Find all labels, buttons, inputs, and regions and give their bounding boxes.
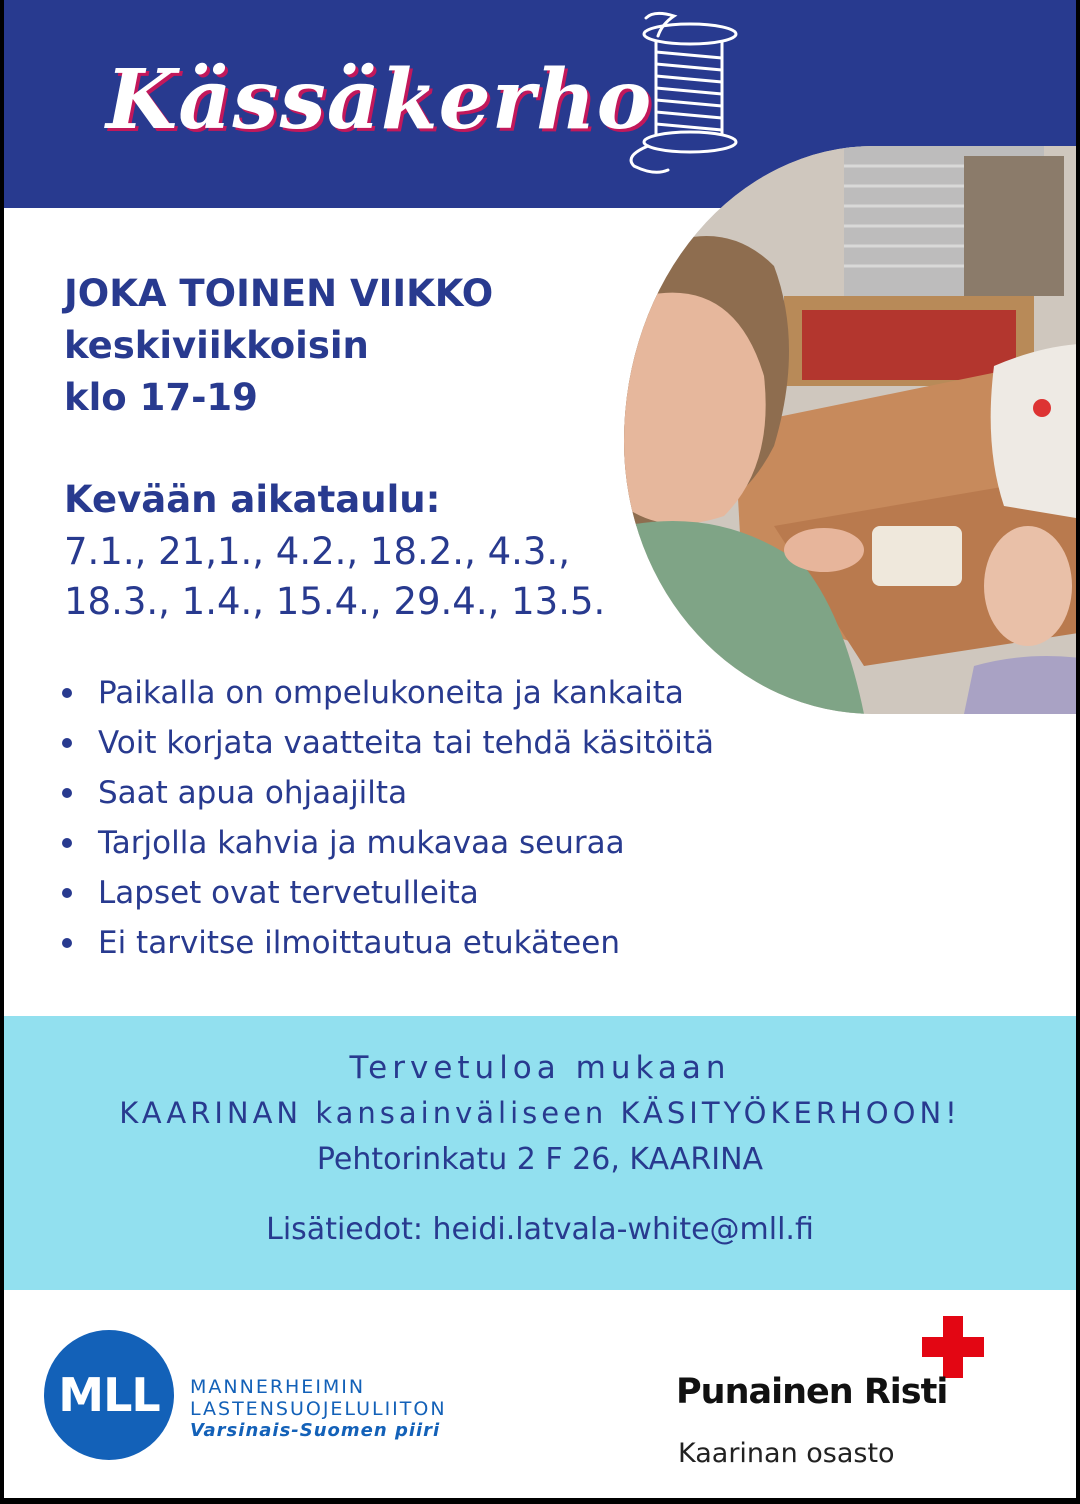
bullet-icon: [62, 738, 72, 748]
weekday-text: keskiviikkoisin: [64, 324, 369, 367]
mll-name-line-1: MANNERHEIMIN: [190, 1376, 366, 1398]
bullet-icon: [62, 788, 72, 798]
list-item: [62, 918, 714, 968]
red-cross-branch: Kaarinan osasto: [678, 1438, 895, 1469]
bullet-icon: [62, 838, 72, 848]
welcome-text: Tervetuloa mukaan: [349, 1050, 731, 1086]
dates-line-1: 7.1., 21,1., 4.2., 18.2., 4.3.,: [64, 530, 570, 573]
mll-logo: [44, 1330, 174, 1460]
list-item-text: Paikalla on ompelukoneita ja kankaita: [98, 675, 684, 711]
dates-line-2: 18.3., 1.4., 15.4., 29.4., 13.5.: [64, 580, 606, 623]
sewing-photo: [624, 146, 1076, 714]
list-item-text: Tarjolla kahvia ja mukavaa seuraa: [98, 825, 625, 861]
list-item: [62, 668, 714, 718]
feature-list: [62, 668, 714, 968]
poster: [4, 0, 1076, 1498]
bullet-icon: [62, 938, 72, 948]
mll-district: Varsinais-Suomen piiri: [190, 1420, 441, 1441]
contact-text[interactable]: Lisätiedot: heidi.latvala-white@mll.fi: [266, 1212, 814, 1247]
time-text: klo 17-19: [64, 376, 258, 419]
address-text: Pehtorinkatu 2 F 26, KAARINA: [316, 1142, 764, 1177]
list-item: [62, 768, 714, 818]
mll-logo-text: MLL: [58, 1368, 160, 1422]
red-cross-name: Punainen Risti: [676, 1372, 948, 1412]
bullet-icon: [62, 888, 72, 898]
list-item: [62, 868, 714, 918]
schedule-title: Kevään aikataulu:: [64, 478, 441, 521]
list-item-text: Voit korjata vaatteita tai tehdä käsitöitä: [98, 725, 714, 761]
red-cross-icon: [922, 1316, 984, 1378]
frequency-text: JOKA TOINEN VIIKKO: [64, 272, 494, 315]
thread-spool-icon: [614, 6, 754, 186]
list-item-text: Lapset ovat tervetulleita: [98, 875, 479, 911]
list-item: [62, 718, 714, 768]
list-item: [62, 818, 714, 868]
bullet-icon: [62, 688, 72, 698]
club-name-text: KAARINAN kansainväliseen KÄSITYÖKERHOON!: [119, 1096, 961, 1130]
welcome-band: [4, 1016, 1076, 1290]
poster-title: Kässäkerho: [106, 52, 653, 148]
mll-name-line-2: LASTENSUOJELULIITON: [190, 1398, 447, 1420]
list-item-text: Ei tarvitse ilmoittautua etukäteen: [98, 925, 620, 961]
sewing-photo-illustration: [624, 146, 1076, 714]
list-item-text: Saat apua ohjaajilta: [98, 775, 408, 811]
